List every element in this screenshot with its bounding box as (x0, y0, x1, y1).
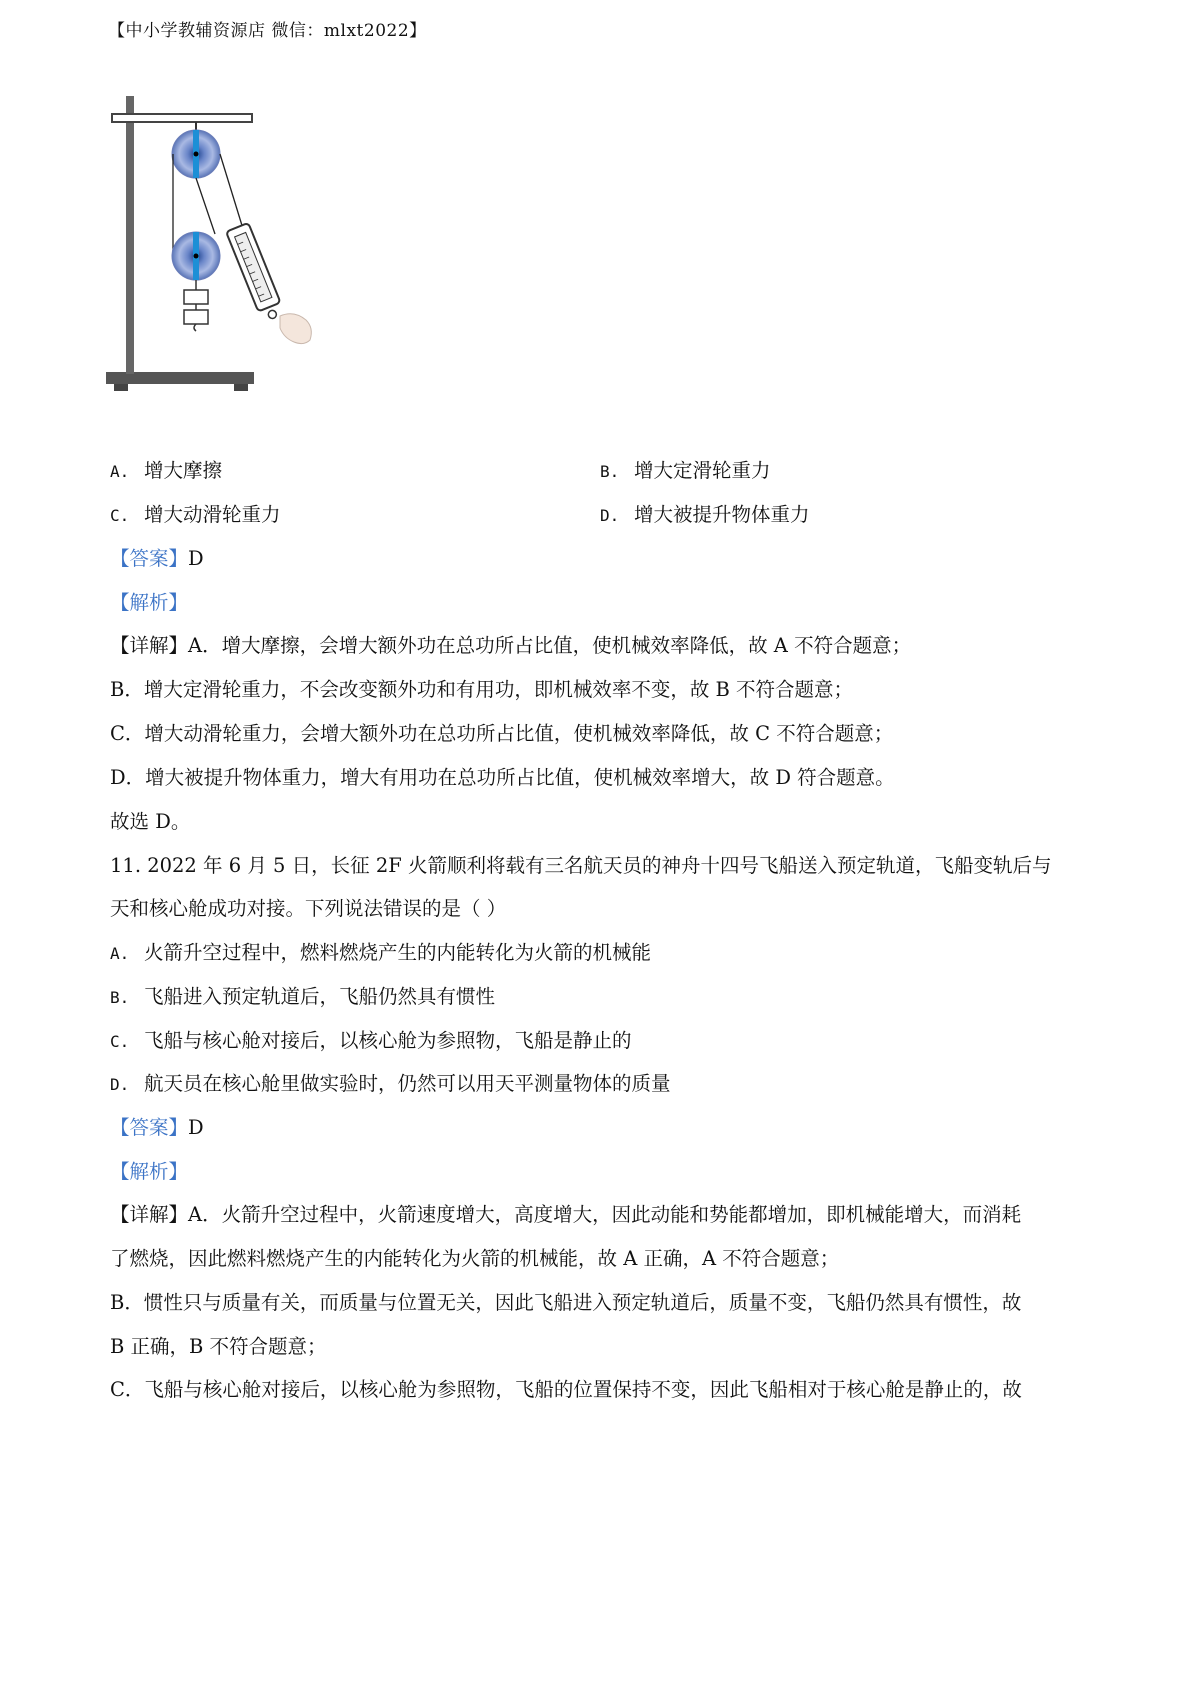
q11-detail-line: 了燃烧，因此燃料燃烧产生的内能转化为火箭的机械能，故 A 正确，A 不符合题意； (110, 1247, 840, 1270)
q10-option-b (600, 456, 771, 487)
spring-scale (226, 223, 285, 323)
option-label: D. (600, 506, 620, 525)
q11-analysis-tag: 【解析】 (110, 1160, 189, 1183)
q11-detail-line (110, 1200, 1021, 1230)
q10-answer (110, 544, 204, 574)
q11-stem-line: 11. 2022 年 6 月 5 日，长征 2F 火箭顺利将载有三名航天员的神舟十四号飞船送入预定轨道，飞船变轨后与 (110, 854, 1052, 877)
option-text: 增大定滑轮重力 (634, 459, 771, 482)
q11-detail-line: C．飞船与核心舱对接后，以核心舱为参照物，飞船的位置保持不变，因此飞船相对于核心舱是静止的，故 (110, 1378, 1022, 1401)
q10-detail-line: D．增大被提升物体重力，增大有用功在总功所占比值，使机械效率增大，故 D 符合题意。 (110, 766, 895, 789)
option-text: 增大摩擦 (144, 459, 223, 482)
rope-middle (196, 178, 215, 234)
option-label: A. (110, 462, 130, 481)
pulley-apparatus-figure (104, 94, 344, 434)
q11-stem-line: 天和核心舱成功对接。下列说法错误的是（ ） (110, 897, 507, 920)
option-label: C. (110, 1032, 130, 1051)
q11-option-d (110, 1069, 671, 1100)
option-text: 火箭升空过程中，燃料燃烧产生的内能转化为火箭的机械能 (144, 941, 652, 964)
rope-right (220, 154, 244, 232)
q11-option-b (110, 982, 495, 1013)
page-header: 【中小学教辅资源店 微信：mlxt2022】 (108, 21, 427, 41)
q10-analysis-tag: 【解析】 (110, 591, 189, 614)
q11-option-a (110, 938, 651, 969)
option-label: B. (110, 988, 130, 1007)
q11-answer (110, 1113, 204, 1143)
answer-tag: 【答案】 (110, 1116, 189, 1139)
weight-lower (184, 310, 208, 324)
detail-tag: 【详解】 (110, 634, 189, 657)
answer-tag: 【答案】 (110, 547, 189, 570)
option-text: 航天员在核心舱里做实验时，仍然可以用天平测量物体的质量 (144, 1072, 671, 1095)
q10-detail-line (110, 631, 911, 661)
answer-value: D (188, 547, 204, 570)
option-text: 增大动滑轮重力 (144, 503, 281, 526)
stand-crossbar (112, 114, 252, 122)
option-text: 飞船与核心舱对接后，以核心舱为参照物，飞船是静止的 (144, 1029, 632, 1052)
q10-detail-line: B．增大定滑轮重力，不会改变额外功和有用功，即机械效率不变，故 B 不符合题意； (110, 678, 854, 701)
q11-detail-line: B．惯性只与质量有关，而质量与位置无关，因此飞船进入预定轨道后，质量不变，飞船仍然具有惯性，故 (110, 1291, 1022, 1314)
option-label: C. (110, 506, 130, 525)
option-label: D. (110, 1075, 130, 1094)
q10-conclusion: 故选 D。 (110, 810, 191, 833)
option-text: 增大被提升物体重力 (634, 503, 810, 526)
stand-rod (126, 96, 134, 374)
detail-text: A．增大摩擦，会增大额外功在总功所占比值，使机械效率降低，故 A 不符合题意； (188, 634, 912, 657)
option-text: 飞船进入预定轨道后，飞船仍然具有惯性 (144, 985, 496, 1008)
q11-detail-line: B 正确，B 不符合题意； (110, 1335, 327, 1358)
stand-foot-left (114, 384, 128, 391)
q10-option-d (600, 500, 810, 531)
q10-detail-line: C．增大动滑轮重力，会增大额外功在总功所占比值，使机械效率降低，故 C 不符合题意； (110, 722, 894, 745)
option-label: A. (110, 944, 130, 963)
hand (280, 314, 311, 344)
q11-option-c (110, 1026, 632, 1057)
q10-option-c (110, 500, 281, 531)
detail-tag: 【详解】 (110, 1203, 189, 1226)
weight-upper (184, 290, 208, 304)
q10-option-a (110, 456, 222, 487)
option-label: B. (600, 462, 620, 481)
answer-value: D (188, 1116, 204, 1139)
stand-foot-right (234, 384, 248, 391)
detail-text: A．火箭升空过程中，火箭速度增大，高度增大，因此动能和势能都增加，即机械能增大，而消耗 (188, 1203, 1022, 1226)
